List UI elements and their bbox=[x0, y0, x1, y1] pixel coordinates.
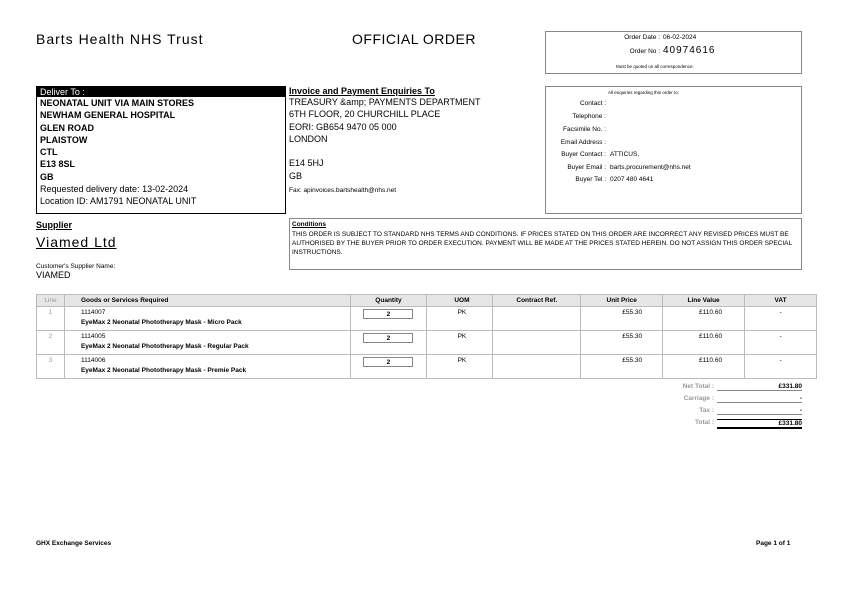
row-unit-price: £55.30 bbox=[581, 307, 663, 331]
email-label: Email Address : bbox=[560, 139, 606, 146]
item-code: 1114006 bbox=[80, 357, 106, 364]
row-contract-ref bbox=[493, 331, 581, 355]
invoice-line bbox=[289, 145, 545, 157]
table-row bbox=[37, 331, 817, 355]
requested-delivery-date: Requested delivery date: 13-02-2024 bbox=[40, 184, 189, 195]
invoice-heading: Invoice and Payment Enquiries To bbox=[289, 86, 435, 96]
supplier-heading: Supplier bbox=[36, 220, 73, 230]
order-no-label: Order No : bbox=[629, 48, 660, 55]
total-label: Total : bbox=[694, 419, 714, 426]
row-unit-price: £55.30 bbox=[581, 355, 663, 379]
item-code: 1114007 bbox=[80, 309, 106, 316]
table-header-row bbox=[37, 295, 817, 307]
row-line-value: £110.60 bbox=[663, 307, 745, 331]
tax-value: - bbox=[717, 407, 802, 415]
invoice-line: LONDON bbox=[289, 133, 328, 144]
buyer-contact-label: Buyer Contact : bbox=[561, 151, 606, 158]
deliver-to-box bbox=[36, 86, 286, 214]
row-goods bbox=[64, 355, 350, 379]
carriage-value: - bbox=[717, 395, 802, 403]
total-row bbox=[660, 419, 802, 431]
net-total-label: Net Total : bbox=[682, 383, 714, 390]
net-total-value: £331.80 bbox=[717, 383, 802, 391]
table-row bbox=[37, 307, 817, 331]
buyer-email-label: Buyer Email : bbox=[567, 164, 606, 171]
buyer-tel-value: 0207 480 4641 bbox=[610, 176, 654, 183]
row-uom: PK bbox=[427, 331, 493, 355]
quote-note: Must be quoted on all correspondence. bbox=[616, 64, 694, 69]
customer-supplier-name: VIAMED bbox=[36, 270, 71, 280]
row-line: 2 bbox=[37, 331, 65, 355]
row-line: 1 bbox=[37, 307, 65, 331]
row-line-value: £110.60 bbox=[663, 331, 745, 355]
row-goods bbox=[64, 331, 350, 355]
order-info-box bbox=[545, 31, 802, 74]
col-goods: Goods or Services Required bbox=[64, 295, 350, 307]
location-id: Location ID: AM1791 NEONATAL UNIT bbox=[40, 196, 197, 207]
footer-provider: GHX Exchange Services bbox=[36, 540, 112, 547]
deliver-line: GB bbox=[40, 171, 54, 182]
carriage-label: Carriage : bbox=[683, 395, 714, 402]
invoice-line: GB bbox=[289, 170, 303, 181]
invoice-line: E14 5HJ bbox=[289, 158, 324, 169]
carriage-row bbox=[660, 395, 802, 407]
buyer-tel-label: Buyer Tel : bbox=[575, 176, 606, 183]
buyer-email-value: barts.procurement@nhs.net bbox=[610, 164, 691, 171]
row-uom: PK bbox=[427, 307, 493, 331]
supplier-name: Viamed Ltd bbox=[36, 234, 117, 250]
col-unit-price: Unit Price bbox=[581, 295, 663, 307]
row-uom: PK bbox=[427, 355, 493, 379]
item-description: EyeMax 2 Neonatal Phototherapy Mask - Regular Pack bbox=[80, 343, 249, 350]
totals-block bbox=[660, 383, 802, 431]
quantity-value: 2 bbox=[363, 333, 413, 343]
col-line-value: Line Value bbox=[663, 295, 745, 307]
row-quantity bbox=[350, 307, 427, 331]
deliver-to-heading: Deliver To : bbox=[37, 87, 285, 97]
item-code: 1114005 bbox=[80, 333, 106, 340]
row-vat: - bbox=[745, 355, 817, 379]
row-contract-ref bbox=[493, 307, 581, 331]
quantity-value: 2 bbox=[363, 357, 413, 367]
row-goods bbox=[64, 307, 350, 331]
page-number: Page 1 of 1 bbox=[756, 540, 791, 547]
col-vat: VAT bbox=[745, 295, 817, 307]
table-row bbox=[37, 355, 817, 379]
invoice-line: 6TH FLOOR, 20 CHURCHILL PLACE bbox=[289, 109, 441, 120]
quantity-value: 2 bbox=[363, 309, 413, 319]
invoice-enquiries bbox=[289, 86, 545, 214]
order-items-table bbox=[36, 294, 817, 379]
contact-note: All enquiries regarding this order to: bbox=[608, 90, 680, 95]
deliver-line: PLAISTOW bbox=[40, 134, 88, 145]
total-value: £331.80 bbox=[717, 419, 802, 429]
order-date-value: 06-02-2024 bbox=[663, 34, 697, 41]
row-vat: - bbox=[745, 307, 817, 331]
telephone-label: Telephone : bbox=[572, 113, 606, 120]
row-line-value: £110.60 bbox=[663, 355, 745, 379]
col-uom: UOM bbox=[427, 295, 493, 307]
invoice-line: EORI: GB654 9470 05 000 bbox=[289, 121, 397, 132]
item-description: EyeMax 2 Neonatal Phototherapy Mask - Micro Pack bbox=[80, 319, 242, 326]
row-quantity bbox=[350, 331, 427, 355]
row-line: 3 bbox=[37, 355, 65, 379]
deliver-line: NEONATAL UNIT VIA MAIN STORES bbox=[40, 98, 195, 108]
order-no-value: 40974616 bbox=[663, 45, 716, 56]
conditions-text: THIS ORDER IS SUBJECT TO STANDARD NHS TERMS AND CONDITIONS. IF PRICES STATED ON THIS ORDER ARE INCORRECT ANY REVISED PRICES MUST BE AUTHORISED BY THE BUYER PRIOR TO ORDER EXECUTION. PAYMENT WILL BE MADE AT THE PRICES STATED HEREIN. DO NOT ASSIGN THIS ORDER SPECIAL INSTRUCTIONS. bbox=[292, 231, 792, 256]
trust-name: Barts Health NHS Trust bbox=[36, 31, 204, 47]
deliver-line: NEWHAM GENERAL HOSPITAL bbox=[40, 110, 176, 121]
row-quantity bbox=[350, 355, 427, 379]
tax-label: Tax : bbox=[699, 407, 714, 414]
row-unit-price: £55.30 bbox=[581, 331, 663, 355]
conditions-box bbox=[289, 218, 802, 270]
col-quantity: Quantity bbox=[350, 295, 427, 307]
col-line: Line bbox=[37, 295, 65, 307]
contact-label: Contact : bbox=[579, 100, 606, 107]
contact-box bbox=[545, 86, 802, 214]
conditions-heading: Conditions bbox=[292, 221, 326, 228]
col-contract-ref: Contract Ref. bbox=[493, 295, 581, 307]
document-title: OFFICIAL ORDER bbox=[352, 31, 476, 47]
order-date-label: Order Date : bbox=[624, 34, 660, 41]
row-vat: - bbox=[745, 331, 817, 355]
net-total-row bbox=[660, 383, 802, 395]
tax-row bbox=[660, 407, 802, 419]
buyer-contact-value: ATTICUS, bbox=[610, 151, 640, 158]
customer-supplier-name-label: Customer's Supplier Name: bbox=[36, 263, 116, 270]
deliver-line: GLEN ROAD bbox=[40, 122, 94, 133]
row-contract-ref bbox=[493, 355, 581, 379]
invoice-line: TREASURY &amp; PAYMENTS DEPARTMENT bbox=[289, 97, 481, 107]
facsimile-label: Facsimile No. : bbox=[563, 126, 606, 133]
invoice-fax: Fax: apinvoices.bartshealth@nhs.net bbox=[289, 187, 397, 195]
deliver-line: E13 8SL bbox=[40, 159, 76, 170]
deliver-line: CTL bbox=[40, 147, 58, 158]
item-description: EyeMax 2 Neonatal Phototherapy Mask - Premie Pack bbox=[80, 367, 247, 374]
